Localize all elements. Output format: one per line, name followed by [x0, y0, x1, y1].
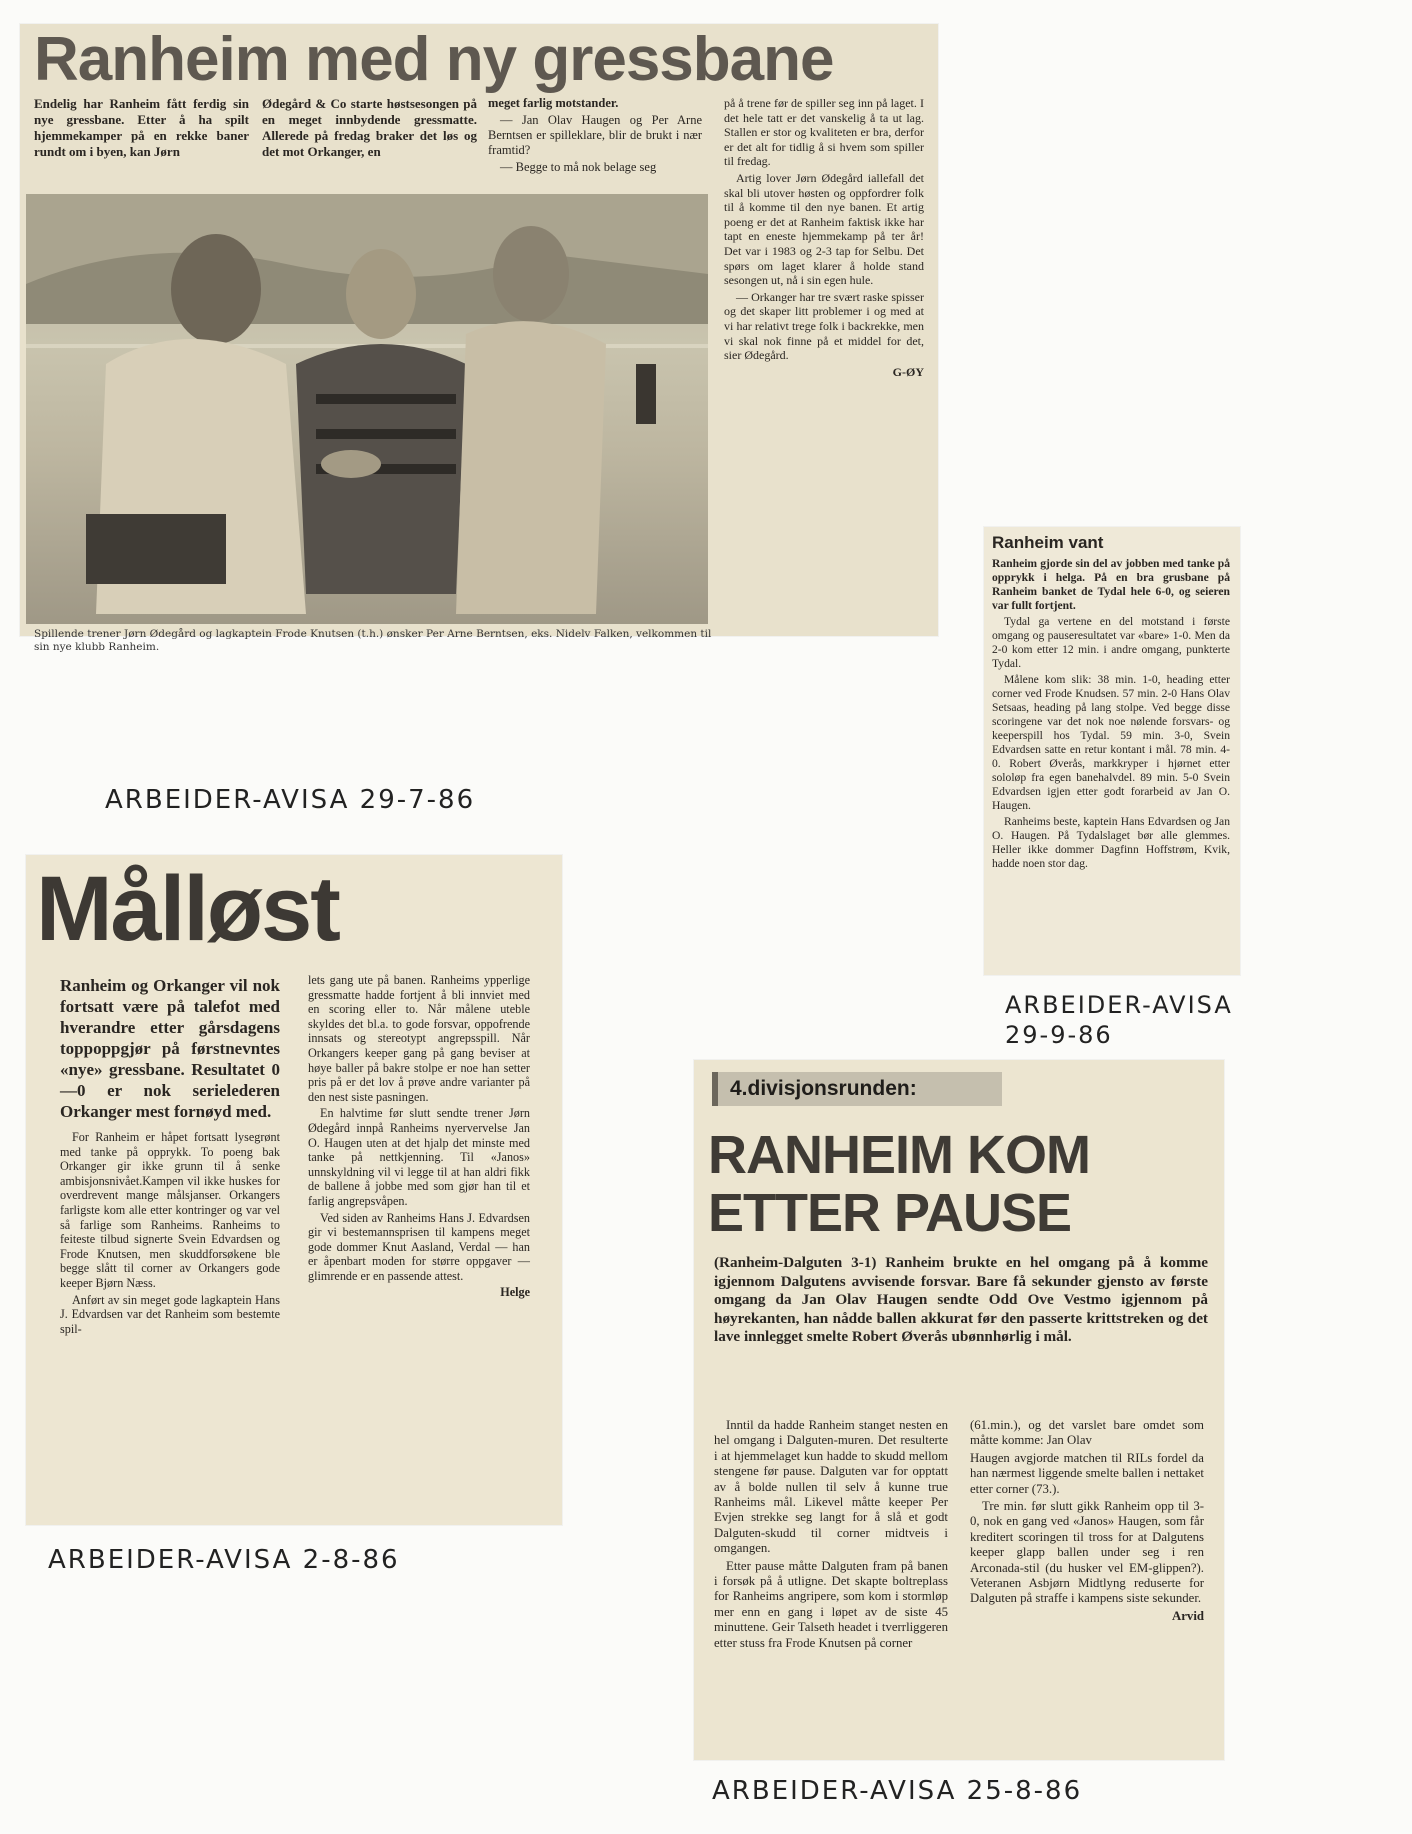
- handwritten-date-article4: ARBEIDER-AVISA 25-8-86: [712, 1776, 1083, 1806]
- article1-col4-p1: på å trene før de spiller seg inn på laget. I det hele tatt er det vanskelig å ta ut lag. Stallen er stor og kvaliteten er bra, derfor er det alt for tidlig å si hvem som spiller til fredag.: [724, 96, 924, 169]
- article1-col3-p2: — Jan Olav Haugen og Per Arne Berntsen er spilleklare, blir de brukt i nær framtid?: [488, 113, 702, 157]
- article-ranheim-gressbane: [20, 24, 938, 653]
- article-malloest: [26, 855, 562, 1525]
- article1-lead-col1: [34, 96, 249, 162]
- article2-p2: Målene kom slik: 38 min. 1-0, heading etter corner ved Frode Knudsen. 57 min. 2-0 Hans Olav Setsaas, heading på lang stolpe. Ved begge disse scoringene var det nok noe nølende forsvars- og keeperspill hos Tydal. 59 min. 3-0, Svein Edvardsen satte en retur kontant i mål. 78 min. 4-0. Robert Øverås, markkryper i hjørnet etter sololøp fra egen banehalvdel. 89 min. 5-0 Svein Edvardsen igjen etter godt forarbeid av Jan O. Haugen.: [992, 673, 1230, 812]
- article1-col4-p2: Artig lover Jørn Ødegård iallefall det skal bli utover høsten og oppfordrer folk til å komme til den nye banen. Et artig poeng er det at Ranheim faktisk ikke har tapt en eneste hjemmekamp på ter år! Det var i 1983 og 2-3 tap for Selbu. Det spørs om laget klarer å holde stand sesongen ut, nå i sin egen hule.: [724, 170, 924, 288]
- article4-lead: [714, 1254, 1208, 1349]
- article3-p3: lets gang ute på banen. Ranheims ypperlige gressmatte hadde fortjent å bli innviet med en scoring eller to. Når målene uteble skyldes det bl.a. to gode forsvar, oppofrende innsats og stereotypt angrepsspill. Når Orkangers keeper gang på gang beviser at høye baller på bakre stolpe er noe han setter pris på er det lov å prøve andre varianter på den nest siste pasningen.: [308, 973, 530, 1104]
- article3-signature: Helge: [500, 1285, 530, 1300]
- article1-lead-col1-text: Endelig har Ranheim fått ferdig sin nye gressbane. Etter å ha spilt hjemmekamper på en rekke baner rundt om i byen, kan Jørn: [34, 96, 249, 159]
- article3-lead: Ranheim og Orkanger vil nok fortsatt være på talefot med hverandre etter gårsdagens toppoppgjør på førstnevntes «nye» gressbane. Resultatet 0—0 er nok serielederen Orkanger mest fornøyd med.: [60, 976, 280, 1121]
- handwritten-date-article3: ARBEIDER-AVISA 2-8-86: [48, 1545, 400, 1575]
- article2-p3: Ranheims beste, kaptein Hans Edvardsen og Jan O. Haugen. På Tydalslaget bør alle glemmes. Heller ikke dommer Dagfinn Hoffstrøm, Kvik, hadde noen stor dag.: [992, 815, 1230, 870]
- article2-body: [992, 557, 1230, 873]
- headline-malloest: Målløst: [36, 858, 339, 960]
- article1-col3: [488, 96, 702, 177]
- article4-col2: [970, 1418, 1204, 1626]
- article3-col2: [308, 973, 530, 1302]
- article3-p5: Ved siden av Ranheims Hans J. Edvardsen gir vi bestemannsprisen til kampens meget gode dommer Knut Aasland, Verdal — han er åpenbart moden for større oppgaver — glimrende er en passende attest.: [308, 1210, 530, 1283]
- article4-p5: Tre min. før slutt gikk Ranheim opp til 3-0, nok en gang ved «Janos» Haugen, som får kreditert scoringen til tross for at Dalgutens keeper glapp ballen under seg i ren Arconada-stil (du husker vel EM-glippen?). Veteranen Asbjørn Midtlyng reduserte for Dalguten på straffe i kampens siste sekunder.: [970, 1499, 1204, 1606]
- article1-lead-col2-text: Ødegård & Co starte høstsesongen på en meget innbydende gressmatte. Allerede på fredag braker det løs og det mot Orkanger, en: [262, 96, 477, 159]
- photo-caption: [34, 628, 714, 656]
- article1-col4: [724, 96, 924, 381]
- article1-signature: G-ØY: [892, 364, 924, 379]
- headline-line1: RANHEIM KOM: [708, 1125, 1090, 1185]
- article-ranheim-vant: [984, 527, 1240, 975]
- article3-p2: Anført av sin meget gode lagkaptein Hans J. Edvardsen var det Ranheim som bestemte spil-: [60, 1292, 280, 1336]
- headline-ranheim-vant: Ranheim vant: [992, 533, 1104, 552]
- photo-players-handshake: [26, 194, 708, 624]
- handwritten-date-article2: ARBEIDER-AVISA 29-9-86: [1005, 991, 1233, 1049]
- handwritten-date-article1: ARBEIDER-AVISA 29-7-86: [105, 785, 476, 815]
- article3-col1: [60, 975, 280, 1338]
- photo-caption-text: Spillende trener Jørn Ødegård og lagkaptein Frode Knutsen (t.h.) ønsker Per Arne Berntsen, eks. Nidelv Falken, velkommen til sin nye klubb Ranheim.: [34, 628, 712, 653]
- article4-lead-text: (Ranheim-Dalguten 3-1) Ranheim brukte en hel omgang på å komme igjennom Dalgutens avvisende forsvar. Bare få sekunder gjensto av første omgang da Jan Olav Haugen sendte Odd Ove Vestmo igjennom på høyrekanten, han nådde ballen akkurat før den passerte krittstreken og det lave innlegget smelte Robert Øverås ubønnhørlig i mål.: [714, 1254, 1208, 1346]
- article4-p3: (61.min.), og det varslet bare omdet som måtte komme: Jan Olav: [970, 1418, 1204, 1448]
- headline-line2: ETTER PAUSE: [708, 1183, 1072, 1243]
- article4-p2: Etter pause måtte Dalguten fram på banen i forsøk på å utligne. Det skapte boltreplass for Ranheims angripere, som kom i stormløp mer enn en gang i løpet av de siste 45 minuttene. Geir Talseth headet i tverrliggeren etter stuss fra Frode Knutsen på corner: [714, 1558, 948, 1650]
- article4-p1: Inntil da hadde Ranheim stanget nesten en hel omgang i Dalguten-muren. Det resulterte i at hjemmelaget kun hadde to skudd mellom stengene før pause. Dalguten var for opptatt av å bolde nullen til selv å kunne true Ranheims mål. Likevel måtte keeper Per Evjen strekke seg langt for å slå et godt Dalguten-skudd til corner midtveis i omgangen.: [714, 1418, 948, 1556]
- article4-signature: Arvid: [1172, 1608, 1204, 1623]
- article3-p1: For Ranheim er håpet fortsatt lysegrønt med tanke på opprykk. To poeng bak Orkanger gir ikke grunn til å senke ambisjonsnivået.Kampen vil ikke huskes for overdrevent mange målsjanser. Orkangers farligste kom alle etter kontringer og var vel så farlige som Ranheims. Ranheims to feiteste tilbud signerte Svein Edvardsen og Frode Knutsen, men skuddforsøkene ble begge slått til corner av Orkangers gode keeper Bjørn Næss.: [60, 1130, 280, 1290]
- kicker-text: 4.divisjonsrunden:: [730, 1077, 917, 1100]
- headline-ranheim-gressbane: Ranheim med ny gressbane: [34, 25, 834, 94]
- article2-lead: Ranheim gjorde sin del av jobben med tanke på opprykk i helga. På en bra grusbane på Ranheim banket de Tydal hele 6-0, og seieren var fullt fortjent.: [992, 557, 1230, 612]
- article1-lead-col2: [262, 96, 477, 162]
- article4-p4: Haugen avgjorde matchen til RILs fordel da han nærmest liggende smelte ballen i nettaket etter corner (73.).: [970, 1450, 1204, 1496]
- article1-col3-p1: meget farlig motstander.: [488, 96, 619, 110]
- article1-col4-p3: — Orkanger har tre svært raske spisser og det skaper litt problemer i og med at vi har relativt trege folk i backrekke, men vi skal nok finne på et middel for det, sier Ødegård.: [724, 289, 924, 363]
- article4-col1: [714, 1418, 948, 1653]
- article2-p1: Tydal ga vertene en del motstand i første omgang og pauseresultatet var «bare» 1-0. Men da 2-0 kom etter 12 min. i andre omgang, punkterte Tydal.: [992, 615, 1230, 670]
- article-ranheim-kom-etter-pause: [694, 1060, 1224, 1760]
- photo-illustration: [26, 194, 708, 624]
- article3-p4: En halvtime før slutt sendte trener Jørn Ødegård innpå Ranheims nyervervelse Jan O. Haugen uten at det hjalp det minste med tanke på nettkjenning. Til «Janos» unnskyldning vil vi legge til at han aldri fikk de ballene å jobbe med som gjør han til et farlig angrepsvåpen.: [308, 1106, 530, 1208]
- kicker-4-divisjonsrunden: [712, 1072, 1002, 1106]
- article1-col3-p3: — Begge to må nok belage seg: [500, 160, 657, 174]
